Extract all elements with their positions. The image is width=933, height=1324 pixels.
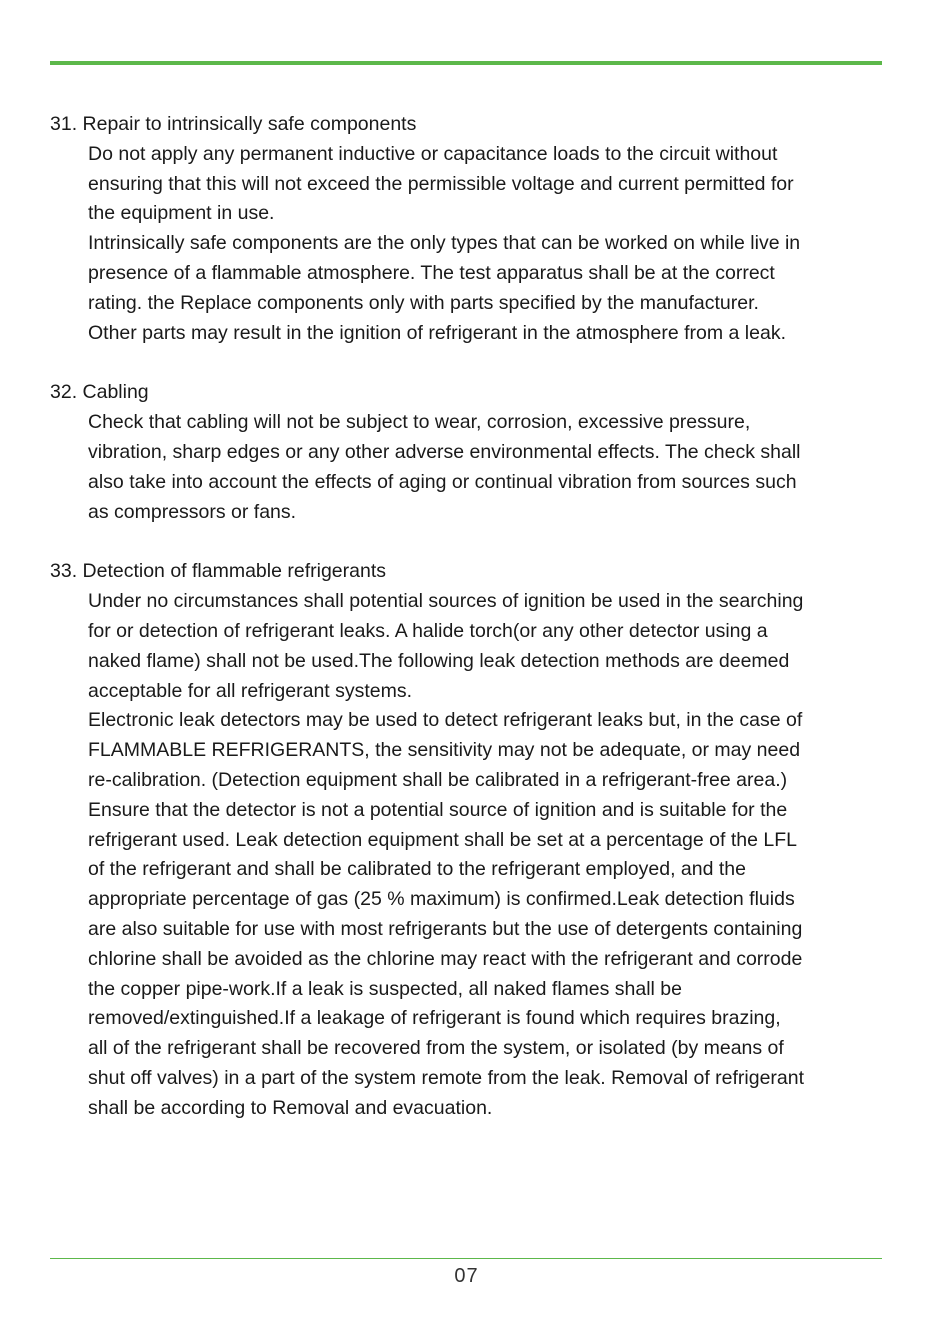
section-title: 31. Repair to intrinsically safe components (50, 113, 417, 135)
section-32 (50, 378, 890, 527)
section-33 (50, 557, 890, 1123)
header-rule (50, 61, 882, 65)
section-paragraph: Check that cabling will not be subject to wear, corrosion, excessive pressure, vibration, sharp edges or any other adverse environmental effects. The check shall also take into account the effects of aging or continual vibration from sources such as compressors or fans. (88, 411, 801, 523)
section-title: 32. Cabling (50, 381, 149, 404)
section-paragraph: Electronic leak detectors may be used to detect refrigerant leaks but, in the case of FLAMMABLE REFRIGERANTS, the sensitivity may not be adequate, or may need re-calibration. (Detection equipment shall be calibrated in a refrigerant-free area.) Ensure that the detector is not a potential source of ignition and is suitable for the refrigerant used. Leak detection equipment shall be set at a percentage of the LFL of the refrigerant and shall be calibrated to the refrigerant employed, and the appropriate percentage of gas (25 % maximum) is confirmed.Leak detection fluids are also suitable for use with most refrigerants but the use of detergents containing chlorine shall be avoided as the chlorine may react with the refrigerant and corrode the copper pipe-work.If a leak is suspected, all naked flames shall be removed/extinguished.If a leakage of refrigerant is found which requires brazing, all of the refrigerant shall be recovered from the system, or isolated (by means of shut off valves) in a part of the system remote from the leak. Removal of refrigerant shall be according to Removal and evacuation. (88, 709, 805, 1119)
document-body (50, 110, 890, 1154)
section-31 (50, 110, 890, 348)
section-paragraph: Under no circumstances shall potential sources of ignition be used in the searching for or detection of refrigerant leaks. A halide torch(or any other detector using a naked flame) shall not be used.The following leak detection methods are deemed acceptable for all refrigerant systems. (88, 590, 804, 702)
section-paragraph: Intrinsically safe components are the only types that can be worked on while live in presence of a flammable atmosphere. The test apparatus shall be at the correct rating. the Replace components only with parts specified by the manufacturer. Other parts may result in the ignition of refrigerant in the atmosphere from a leak. (88, 232, 801, 344)
page-number: 07 (454, 1265, 479, 1287)
section-title: 33. Detection of flammable refrigerants (50, 560, 386, 583)
section-paragraph: Do not apply any permanent inductive or capacitance loads to the circuit without ensuring that this will not exceed the permissible voltage and current permitted for the equipment in use. (88, 142, 794, 225)
footer-rule (50, 1258, 882, 1259)
